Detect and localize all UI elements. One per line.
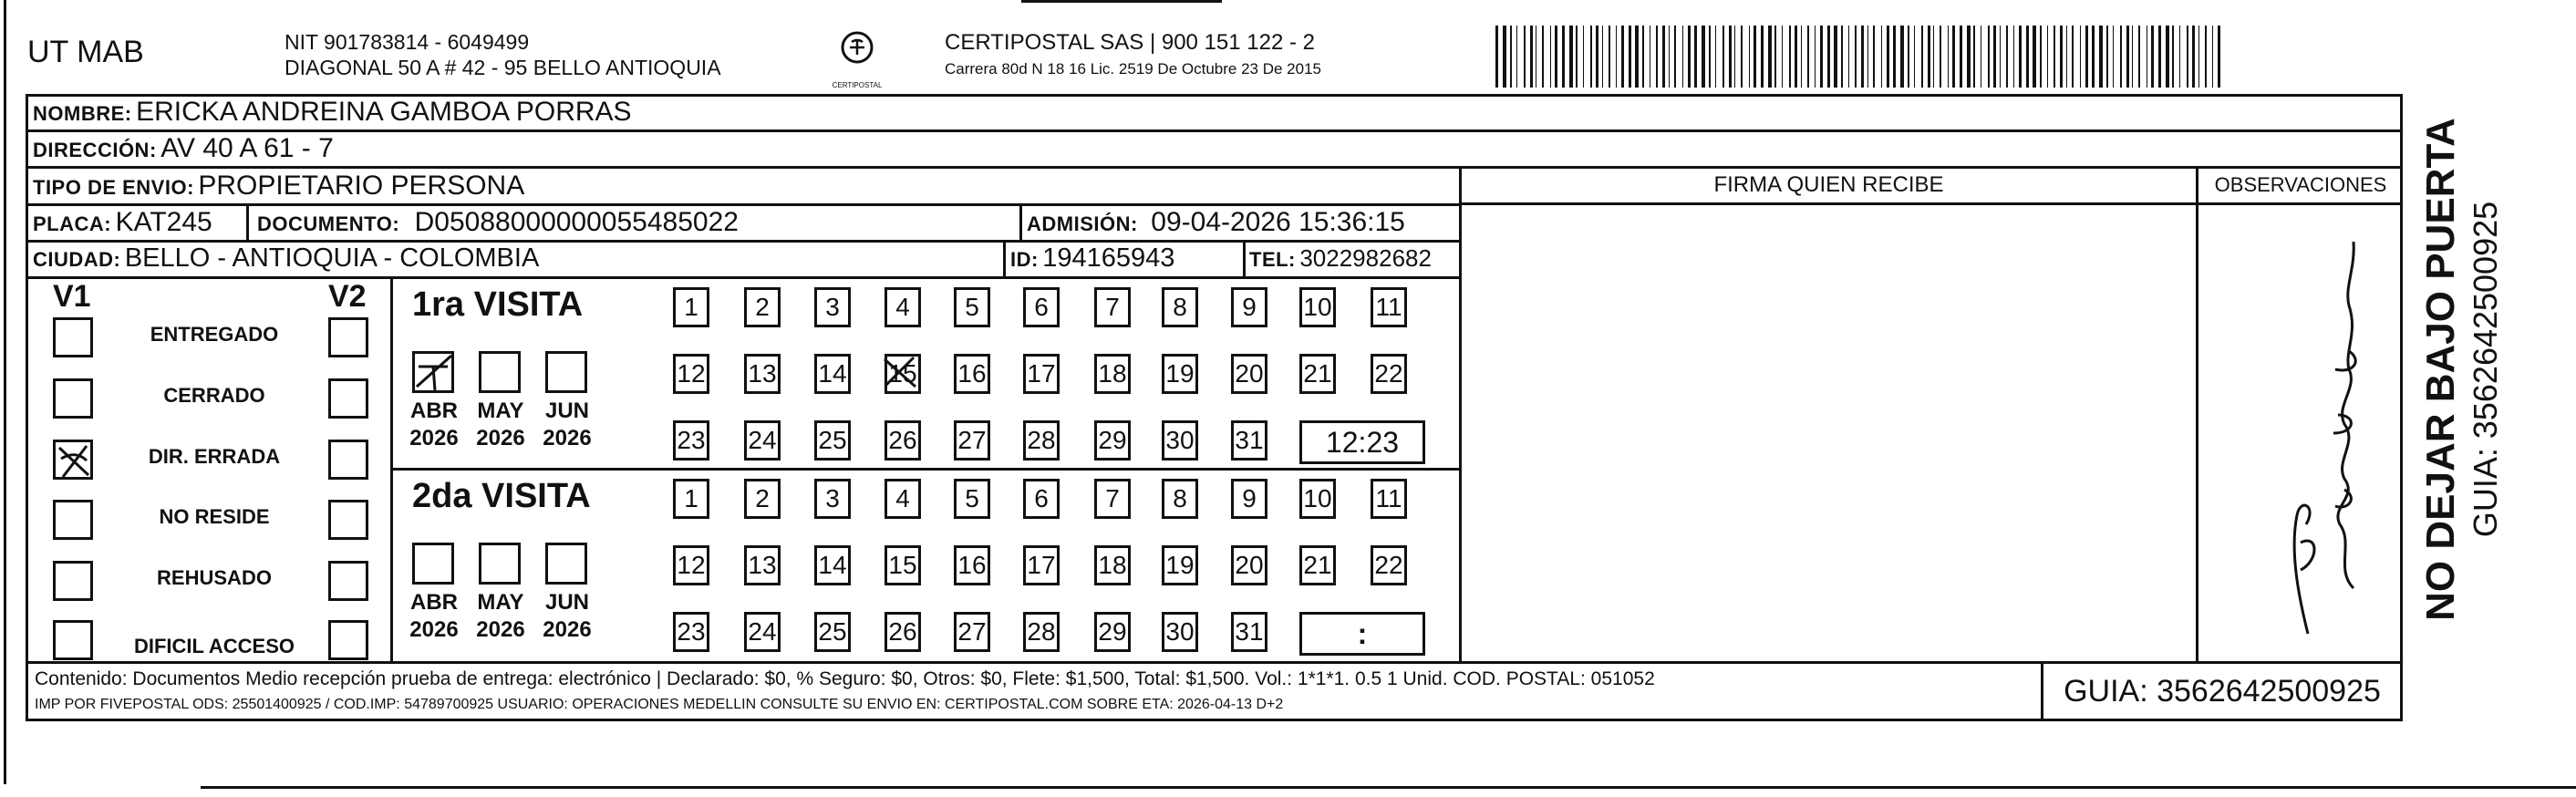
visit-1-day-16[interactable]: 16 (954, 545, 990, 585)
visit-0-time-value: 12:23 (1325, 426, 1400, 459)
barcode-bar (1855, 26, 1857, 88)
barcode-bar (1893, 26, 1896, 88)
visit-1-day-6[interactable]: 6 (1023, 479, 1060, 519)
visit-1-year-label-2: 2026 (543, 617, 592, 642)
barcode-bar (1881, 26, 1882, 88)
status-label-2: DIR. ERRADA (148, 445, 281, 468)
visit-1-month-label-0: ABR (410, 590, 458, 615)
visit-1-time-field[interactable] (1299, 612, 1425, 656)
barcode-bar (2026, 26, 2029, 88)
signature-header: FIRMA QUIEN RECIBE (1713, 172, 1944, 197)
id-field (1010, 241, 1174, 276)
type-row (33, 168, 524, 203)
visit-0-day-13[interactable]: 13 (744, 354, 781, 394)
admission-value: 09-04-2026 15:36:15 (1151, 207, 1405, 237)
barcode-bar (1674, 26, 1676, 88)
visit-1-day-4[interactable]: 4 (885, 479, 921, 519)
visit-1-day-31[interactable]: 31 (1231, 612, 1267, 652)
visit-1-day-17[interactable]: 17 (1023, 545, 1060, 585)
v1-checkbox-2[interactable] (53, 440, 93, 480)
barcode-bar (1621, 26, 1624, 88)
visit-1-day-22[interactable]: 22 (1371, 545, 1407, 585)
barcode-bar (1841, 26, 1843, 88)
barcode-bar (1774, 26, 1776, 88)
barcode-bar (2099, 26, 2103, 88)
barcode-bar (1908, 26, 1909, 88)
barcode-bar (2033, 26, 2036, 88)
visit-0-day-6[interactable]: 6 (1023, 287, 1060, 327)
visit-0-day-21[interactable]: 21 (1299, 354, 1336, 394)
barcode-bar (2113, 26, 2114, 88)
plate-label: PLACA: (33, 212, 112, 235)
visit-1-day-15[interactable]: 15 (885, 545, 921, 585)
barcode (1495, 26, 2225, 88)
barcode-bar (1795, 26, 1797, 88)
shipment-type: PROPIETARIO PERSONA (198, 171, 525, 201)
barcode-bar (1569, 26, 1573, 88)
barcode-bar (1542, 26, 1544, 88)
v2-checkbox-3[interactable] (328, 500, 368, 540)
v2-checkbox-4[interactable] (328, 561, 368, 601)
status-label-0: ENTREGADO (150, 323, 279, 346)
visit-0-day-24[interactable]: 24 (744, 420, 781, 461)
v1-checkbox-3[interactable] (53, 500, 93, 540)
visit-0-day-2[interactable]: 2 (744, 287, 781, 327)
barcode-bar (1503, 26, 1506, 88)
barcode-bar (1583, 26, 1584, 88)
barcode-bar (2166, 26, 2169, 88)
visit-0-day-9[interactable]: 9 (1231, 287, 1267, 327)
tel-field (1249, 241, 1432, 276)
barcode-bar (1562, 26, 1565, 88)
barcode-bar (2126, 26, 2129, 88)
visit-0-day-23[interactable]: 23 (673, 420, 709, 461)
visit-1-day-18[interactable]: 18 (1094, 545, 1131, 585)
visit-0-day-8[interactable]: 8 (1162, 287, 1198, 327)
barcode-bar (2172, 26, 2174, 88)
footer-imp: IMP POR FIVEPOSTAL ODS: 25501400925 / COD.IMP: 54789700925 USUARIO: OPERACIONES MEDELLIN CONSULTE SU ENVIO EN: CERTIPOSTAL.COM SOBRE ETA: 2026-04-13 D+2 (35, 697, 1284, 712)
v1-checkbox-4[interactable] (53, 561, 93, 601)
barcode-bar (1827, 26, 1830, 88)
barcode-bar (1789, 26, 1791, 88)
barcode-bar (1616, 26, 1617, 88)
barcode-bar (1952, 26, 1955, 88)
barcode-bar (1873, 26, 1875, 88)
v1-checkbox-1[interactable] (53, 378, 93, 419)
barcode-bar (1815, 26, 1816, 88)
visit-1-month-checkbox-2[interactable] (545, 543, 587, 585)
visit-1-day-19[interactable]: 19 (1162, 545, 1198, 585)
visit-1-month-checkbox-1[interactable] (479, 543, 521, 585)
visit-1-day-28[interactable]: 28 (1023, 612, 1060, 652)
barcode-bar (2132, 26, 2133, 88)
visit-0-day-12[interactable]: 12 (673, 354, 709, 394)
visit-0-month-checkbox-2[interactable] (545, 351, 587, 393)
id-value: 194165943 (1042, 243, 1175, 273)
v1-label: V1 (53, 279, 91, 314)
barcode-bar (1495, 26, 1498, 88)
visit-0-day-3[interactable]: 3 (814, 287, 851, 327)
visit-0-day-29[interactable]: 29 (1094, 420, 1131, 461)
barcode-bar (2205, 26, 2207, 88)
barcode-bar (1960, 26, 1962, 88)
barcode-bar (1709, 26, 1711, 88)
barcode-bar (1761, 26, 1764, 88)
barcode-bar (1848, 26, 1849, 88)
barcode-bar (1948, 26, 1949, 88)
barcode-bar (1940, 26, 1941, 88)
barcode-bar (1933, 26, 1934, 88)
barcode-bar (1993, 26, 1996, 88)
barcode-bar (1662, 26, 1665, 88)
barcode-bar (1782, 26, 1783, 88)
barcode-bar (1867, 26, 1868, 88)
barcode-bar (1820, 26, 1823, 88)
footer-content: Contenido: Documentos Medio recepción prueba de entrega: electrónico | Declarado: $0, % Seguro: $0, Otros: $0, Flete: $1,500, Total: $1,500. Vol.: 1*1*1. 0.5 1 Unid. COD. POSTAL: 051052 (35, 668, 1655, 689)
barcode-bar (1510, 26, 1512, 88)
barcode-bar (2138, 26, 2140, 88)
visit-0-day-16[interactable]: 16 (954, 354, 990, 394)
visit-0-month-checkbox-1[interactable] (479, 351, 521, 393)
v1-checkbox-5[interactable] (53, 620, 93, 660)
top-edge-mark (1021, 0, 1222, 3)
visit-1-day-21[interactable]: 21 (1299, 545, 1336, 585)
carrier-name: CERTIPOSTAL SAS | 900 151 122 - 2 (945, 30, 1315, 55)
barcode-bar (1596, 26, 1598, 88)
visit-1-day-29[interactable]: 29 (1094, 612, 1131, 652)
city-field (33, 241, 539, 276)
barcode-bar (1723, 26, 1724, 88)
city-label: CIUDAD: (33, 248, 121, 271)
barcode-bar (2212, 26, 2213, 88)
barcode-bar (1768, 26, 1772, 88)
visit-1-day-24[interactable]: 24 (744, 612, 781, 652)
barcode-bar (2013, 26, 2014, 88)
barcode-bar (1530, 26, 1533, 88)
v2-label: V2 (328, 279, 367, 314)
id-label: ID: (1010, 248, 1039, 271)
admission-field (1027, 204, 1405, 240)
barcode-bar (1807, 26, 1809, 88)
visit-0-day-7[interactable]: 7 (1094, 287, 1131, 327)
barcode-bar (1754, 26, 1756, 88)
visit-1-time-value: : (1357, 617, 1368, 650)
barcode-bar (1609, 26, 1610, 88)
left-edge-line (4, 0, 6, 784)
barcode-bar (1550, 26, 1551, 88)
visit-0-day-22[interactable]: 22 (1371, 354, 1407, 394)
visit-0-day-20[interactable]: 20 (1231, 354, 1267, 394)
visit-1-day-20[interactable]: 20 (1231, 545, 1267, 585)
barcode-bar (1590, 26, 1592, 88)
tel-value: 3022982682 (1299, 244, 1432, 272)
city-value: BELLO - ANTIOQUIA - COLOMBIA (124, 243, 540, 273)
carrier-license: Carrera 80d N 18 16 Lic. 2519 De Octubre 23 De 2015 (945, 60, 1321, 78)
barcode-bar (2218, 26, 2220, 88)
barcode-bar (1967, 26, 1971, 88)
bottom-edge-line (201, 786, 2576, 789)
status-label-5: DIFICIL ACCESO (133, 635, 295, 657)
visit-0-day-30[interactable]: 30 (1162, 420, 1198, 461)
v1-checkbox-0[interactable] (53, 317, 93, 357)
barcode-bar (2158, 26, 2161, 88)
barcode-bar (1669, 26, 1670, 88)
tel-label: TEL: (1249, 248, 1296, 271)
visit-0-day-14[interactable]: 14 (814, 354, 851, 394)
name-label: NOMBRE: (33, 102, 132, 125)
barcode-bar (1715, 26, 1716, 88)
visit-1-year-label-0: 2026 (409, 617, 459, 642)
visit-1-day-23[interactable]: 23 (673, 612, 709, 652)
visit-0-month-label-1: MAY (477, 398, 524, 423)
visit-1-day-3[interactable]: 3 (814, 479, 851, 519)
visit-title-1: 2da VISITA (412, 477, 591, 515)
barcode-bar (2198, 26, 2199, 88)
recipient-name: ERICKA ANDREINA GAMBOA PORRAS (136, 97, 632, 127)
barcode-bar (1576, 26, 1578, 88)
barcode-bar (1555, 26, 1557, 88)
barcode-bar (2019, 26, 2022, 88)
visit-0-month-label-0: ABR (410, 398, 458, 423)
document-field (257, 204, 739, 240)
barcode-bar (2187, 26, 2188, 88)
visit-0-day-19[interactable]: 19 (1162, 354, 1198, 394)
type-label: TIPO DE ENVIO: (33, 176, 194, 199)
barcode-bar (1887, 26, 1889, 88)
certipostal-logo (825, 27, 889, 89)
barcode-bar (2047, 26, 2048, 88)
barcode-bar (1694, 26, 1697, 88)
v2-checkbox-2[interactable] (328, 440, 368, 480)
visit-1-month-checkbox-0[interactable] (412, 543, 454, 585)
admission-label: ADMISIÓN: (1027, 212, 1138, 235)
barcode-bar (2040, 26, 2042, 88)
side-guia (2462, 100, 2508, 638)
document-label: DOCUMENTO: (257, 212, 400, 235)
visit-0-day-27[interactable]: 27 (954, 420, 990, 461)
barcode-bar (2000, 26, 2001, 88)
barcode-bar (1749, 26, 1750, 88)
signature-area[interactable] (1462, 205, 2196, 661)
status-label-4: REHUSADO (157, 566, 272, 589)
address-row (33, 131, 334, 166)
visit-0-day-11[interactable]: 11 (1371, 287, 1407, 327)
barcode-bar (2080, 26, 2081, 88)
side-guia-text: GUIA: 3562642500925 (2467, 201, 2504, 538)
v2-checkbox-0[interactable] (328, 317, 368, 357)
barcode-bar (1688, 26, 1691, 88)
barcode-bar (1801, 26, 1802, 88)
barcode-bar (1973, 26, 1975, 88)
visit-0-day-31[interactable]: 31 (1231, 420, 1267, 461)
plate-field (33, 204, 212, 240)
visit-1-day-5[interactable]: 5 (954, 479, 990, 519)
visit-0-day-25[interactable]: 25 (814, 420, 851, 461)
barcode-bar (1524, 26, 1526, 88)
visit-1-day-13[interactable]: 13 (744, 545, 781, 585)
visit-0-time-field[interactable] (1299, 420, 1425, 464)
visit-0-day-26[interactable]: 26 (885, 420, 921, 461)
visit-1-day-8[interactable]: 8 (1162, 479, 1198, 519)
barcode-bar (2006, 26, 2008, 88)
name-row (33, 95, 632, 129)
visit-1-month-label-2: JUN (544, 590, 589, 615)
barcode-bar (1921, 26, 1923, 88)
visit-0-day-5[interactable]: 5 (954, 287, 990, 327)
visit-0-day-1[interactable]: 1 (673, 287, 709, 327)
barcode-bar (2072, 26, 2074, 88)
barcode-bar (1734, 26, 1735, 88)
visit-0-day-18[interactable]: 18 (1094, 354, 1131, 394)
barcode-bar (2106, 26, 2108, 88)
visit-0-day-10[interactable]: 10 (1299, 287, 1336, 327)
barcode-bar (1642, 26, 1644, 88)
visit-0-month-checkbox-0[interactable] (412, 351, 454, 393)
barcode-bar (1702, 26, 1705, 88)
barcode-bar (2060, 26, 2063, 88)
recipient-address: AV 40 A 61 - 7 (160, 133, 334, 163)
barcode-bar (1729, 26, 1732, 88)
footer-guia: GUIA: 3562642500925 (2064, 674, 2381, 709)
barcode-bar (1741, 26, 1743, 88)
barcode-bar (2192, 26, 2195, 88)
visit-0-day-15[interactable]: 15 (885, 354, 921, 394)
visit-0-month-label-2: JUN (544, 398, 589, 423)
barcode-bar (2092, 26, 2095, 88)
barcode-bar (1629, 26, 1631, 88)
barcode-bar (2120, 26, 2122, 88)
visit-0-year-label-0: 2026 (409, 426, 459, 450)
barcode-bar (1861, 26, 1864, 88)
barcode-bar (2151, 26, 2154, 88)
visit-0-day-28[interactable]: 28 (1023, 420, 1060, 461)
visit-1-day-27[interactable]: 27 (954, 612, 990, 652)
visit-1-day-10[interactable]: 10 (1299, 479, 1336, 519)
logo-text: CERTIPOSTAL (832, 81, 883, 89)
status-label-1: CERRADO (163, 384, 265, 407)
v2-checkbox-5[interactable] (328, 620, 368, 660)
company-address: DIAGONAL 50 A # 42 - 95 BELLO ANTIOQUIA (284, 56, 721, 79)
visit-1-day-9[interactable]: 9 (1231, 479, 1267, 519)
visit-1-day-7[interactable]: 7 (1094, 479, 1131, 519)
barcode-bar (1635, 26, 1639, 88)
barcode-bar (1988, 26, 1990, 88)
status-label-3: NO RESIDE (159, 505, 270, 528)
barcode-bar (1516, 26, 1517, 88)
visit-1-day-25[interactable]: 25 (814, 612, 851, 652)
address-label: DIRECCIÓN: (33, 139, 157, 161)
barcode-bar (1834, 26, 1837, 88)
observations-handwriting[interactable] (2198, 205, 2403, 661)
barcode-bar (2085, 26, 2088, 88)
visit-title-0: 1ra VISITA (412, 285, 584, 324)
observations-header: OBSERVACIONES (2214, 173, 2387, 196)
barcode-bar (1656, 26, 1658, 88)
visit-0-day-4[interactable]: 4 (885, 287, 921, 327)
barcode-bar (2179, 26, 2180, 88)
visit-1-day-14[interactable]: 14 (814, 545, 851, 585)
visit-1-day-1[interactable]: 1 (673, 479, 709, 519)
visit-1-year-label-1: 2026 (476, 617, 525, 642)
barcode-bar (1682, 26, 1683, 88)
document-value: D05088000000055485022 (414, 207, 739, 237)
visit-0-year-label-2: 2026 (543, 426, 592, 450)
v2-checkbox-1[interactable] (328, 378, 368, 419)
visit-1-day-11[interactable]: 11 (1371, 479, 1407, 519)
plate-value: KAT245 (115, 207, 212, 237)
barcode-bar (2066, 26, 2067, 88)
visit-1-day-2[interactable]: 2 (744, 479, 781, 519)
company-name: UT MAB (27, 35, 144, 69)
barcode-bar (1900, 26, 1904, 88)
barcode-bar (1928, 26, 1930, 88)
side-notice-text: NO DEJAR BAJO PUERTA (2418, 118, 2463, 621)
visit-1-month-label-1: MAY (477, 590, 524, 615)
visit-0-day-17[interactable]: 17 (1023, 354, 1060, 394)
visit-0-year-label-1: 2026 (476, 426, 525, 450)
visit-1-day-30[interactable]: 30 (1162, 612, 1198, 652)
barcode-bar (2054, 26, 2055, 88)
visit-1-day-12[interactable]: 12 (673, 545, 709, 585)
barcode-bar (1602, 26, 1603, 88)
company-nit: NIT 901783814 - 6049499 (284, 30, 530, 54)
barcode-bar (1914, 26, 1915, 88)
visit-1-day-26[interactable]: 26 (885, 612, 921, 652)
